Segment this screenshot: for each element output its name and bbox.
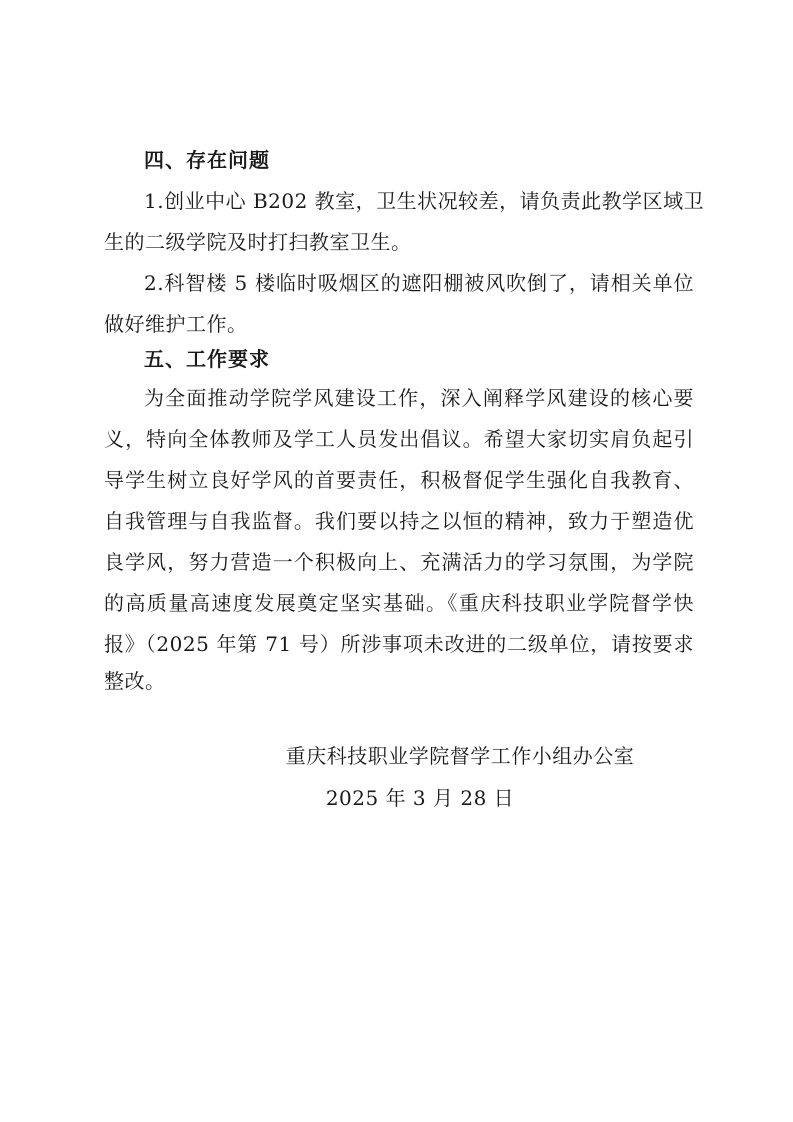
issue-2-line-1: 2.科智楼 5 楼临时吸烟区的遮阳棚被风吹倒了，请相关单位 xyxy=(144,271,694,295)
requirement-paragraph-line: 义，特向全体教师及学工人员发出倡议。希望大家切实肩负起引 xyxy=(104,427,694,451)
issue-2-line-2: 做好维护工作。 xyxy=(104,312,248,336)
issue-1-line-1: 1.创业中心 B202 教室，卫生状况较差，请负责此教学区域卫 xyxy=(144,189,705,213)
requirement-paragraph-line: 导学生树立良好学风的首要责任，积极督促学生强化自我教育、 xyxy=(104,468,694,492)
signature-date: 2025 年 3 月 28 日 xyxy=(325,786,515,810)
issue-1-line-2: 生的二级学院及时打扫教室卫生。 xyxy=(104,230,412,254)
requirement-paragraph-line: 报》（2025 年第 71 号）所涉事项未改进的二级单位，请按要求 xyxy=(104,632,694,656)
requirement-paragraph-line: 整改。 xyxy=(104,669,166,693)
requirement-paragraph-line: 的高质量高速度发展奠定坚实基础。《重庆科技职业学院督学快 xyxy=(104,591,694,615)
section-5-title: 五、工作要求 xyxy=(144,347,270,371)
requirement-paragraph-line: 为全面推动学院学风建设工作，深入阐释学风建设的核心要 xyxy=(144,386,694,410)
requirement-paragraph-line: 良学风，努力营造一个积极向上、充满活力的学习氛围，为学院 xyxy=(104,550,694,574)
signature-office: 重庆科技职业学院督学工作小组办公室 xyxy=(285,744,635,768)
requirement-paragraph-line: 自我管理与自我监督。我们要以持之以恒的精神，致力于塑造优 xyxy=(104,509,694,533)
section-4-title: 四、存在问题 xyxy=(144,148,270,172)
